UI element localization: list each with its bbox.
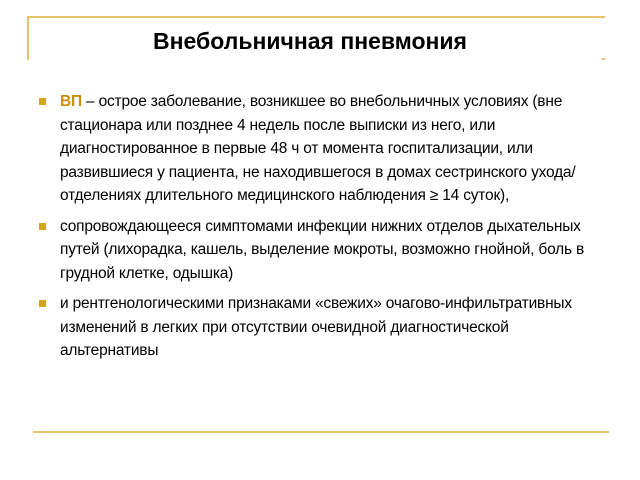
title-frame-corner — [602, 58, 605, 60]
bullet-item-radiology — [34, 292, 606, 363]
square-bullet-icon — [39, 98, 46, 105]
bullet-text: – острое заболевание, возникшее во внебольничных условиях (вне стационара или позднее 4 недель после выписки из него, или диагностированное в первые 48 ч от момента госпитализации, или развившиеся у пациента, не находившегося в домах сестринского ухода/отделениях длительного медицинского наблюдения ≥ 14 суток), — [60, 93, 576, 204]
square-bullet-icon — [39, 300, 46, 307]
abbreviation: ВП — [60, 93, 82, 110]
slide-title: Внебольничная пневмония — [153, 28, 467, 54]
square-bullet-icon — [39, 223, 46, 230]
bullet-item-definition — [34, 90, 606, 208]
title-frame-top-border — [27, 16, 605, 18]
bullet-text: сопровождающееся симптомами инфекции нижних отделов дыхательных путей (лихорадка, кашель, выделение мокроты, возможно гнойной, боль в грудной клетке, одышка) — [60, 217, 585, 282]
footer-divider — [33, 431, 609, 433]
bullet-text: и рентгенологическими признаками «свежих» очагово-инфильтративных изменений в легких при отсутствии очевидной диагностической альтернативы — [60, 295, 572, 359]
bullet-list — [34, 90, 606, 370]
bullet-item-symptoms — [34, 215, 606, 286]
